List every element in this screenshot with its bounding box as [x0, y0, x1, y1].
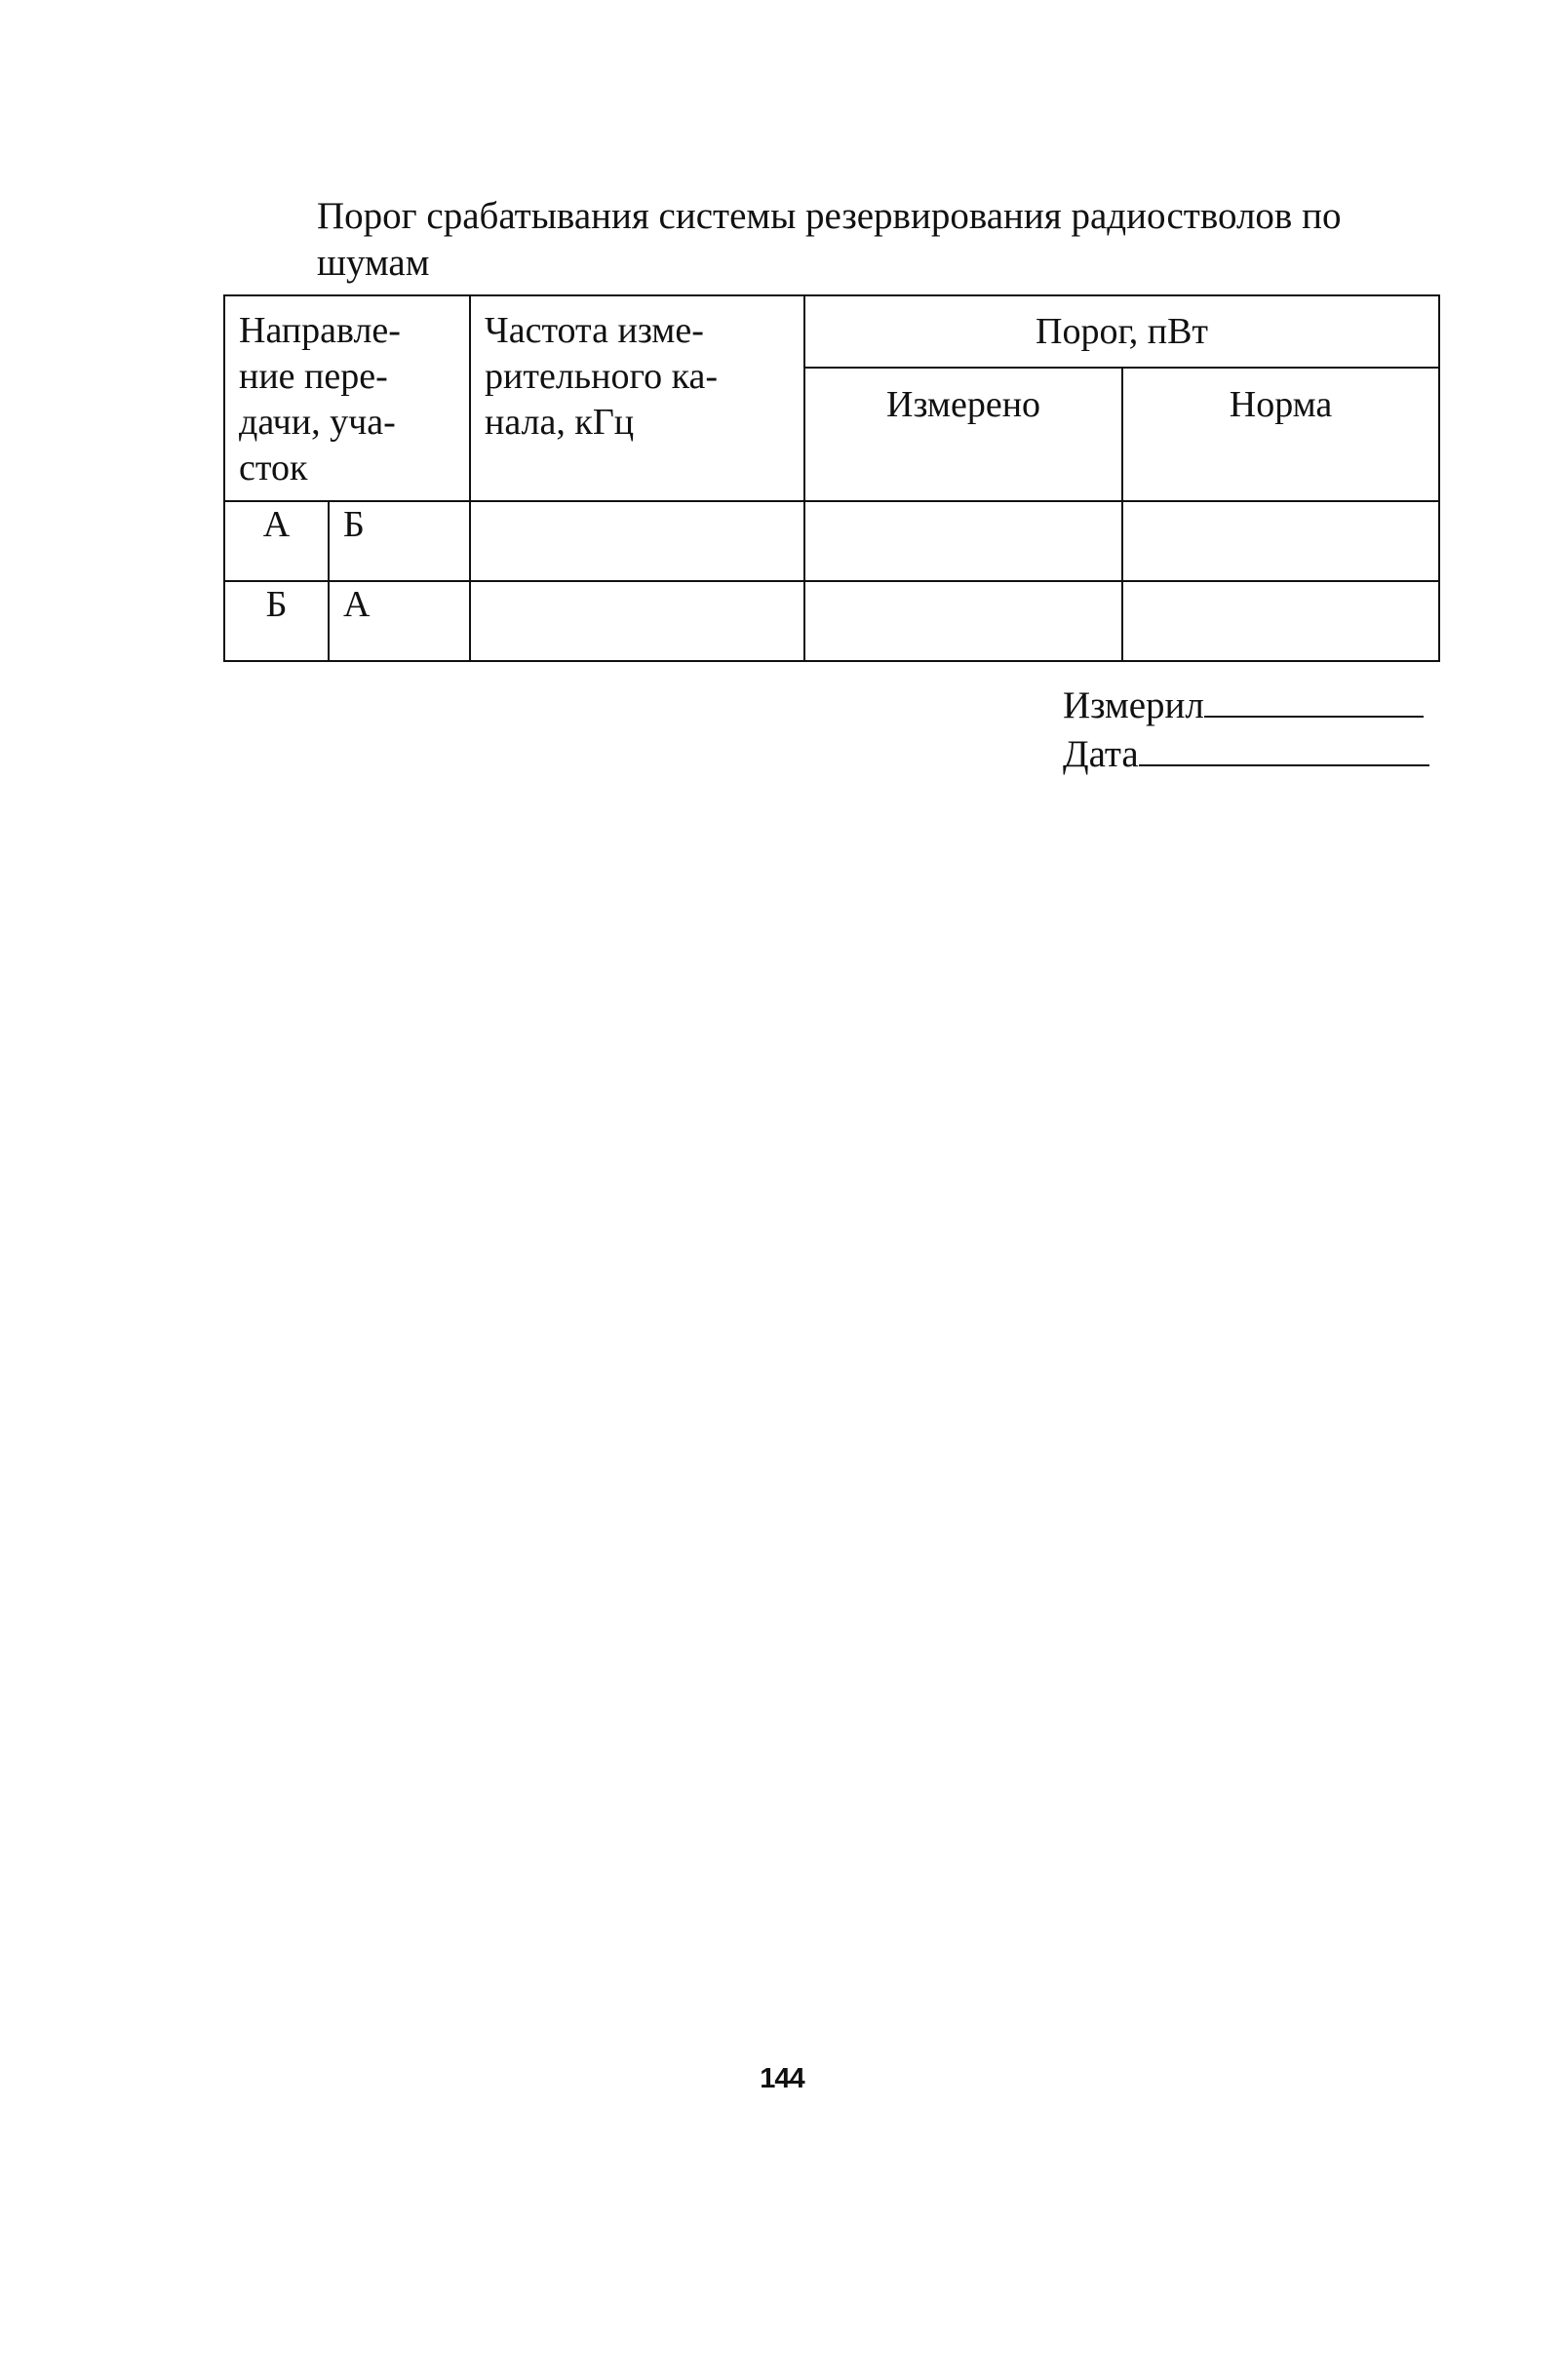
- header-norm: Норма: [1229, 384, 1333, 425]
- row-measured-cell[interactable]: [804, 581, 1122, 661]
- row-from-cell: [224, 501, 329, 581]
- measured-by-line: [1063, 683, 1424, 728]
- row-frequency-cell[interactable]: [470, 501, 804, 581]
- table-row: [224, 581, 1439, 661]
- row-norm: [1123, 502, 1438, 514]
- row-measured-cell[interactable]: [804, 501, 1122, 581]
- date-line: [1063, 731, 1429, 777]
- header-frequency-cell: [470, 295, 804, 501]
- header-threshold: Порог, пВт: [1036, 310, 1209, 352]
- page-title: Порог срабатывания системы резервирования радиостволов по шумам: [317, 195, 1342, 284]
- table-header-row: [224, 295, 1439, 368]
- date-label: Дата: [1063, 733, 1139, 775]
- measured-by-label: Измерил: [1063, 684, 1204, 726]
- row-to: А: [343, 584, 371, 625]
- header-measured-cell: [804, 368, 1122, 501]
- threshold-table: [223, 294, 1440, 662]
- row-to-cell: [329, 501, 470, 581]
- row-measured: [805, 582, 1121, 594]
- row-from: Б: [265, 584, 288, 625]
- row-frequency: [471, 582, 803, 594]
- row-to: Б: [343, 504, 365, 545]
- row-norm-cell[interactable]: [1122, 501, 1439, 581]
- row-norm: [1123, 582, 1438, 594]
- header-measured: Измерено: [886, 384, 1041, 425]
- page-number: 144: [760, 2063, 804, 2094]
- row-from-cell: [224, 581, 329, 661]
- date-field[interactable]: [1139, 731, 1429, 766]
- header-direction-cell: [224, 295, 470, 501]
- row-frequency: [471, 502, 803, 514]
- header-frequency: Частота изме-рительного ка-нала, кГц: [485, 310, 718, 443]
- header-threshold-cell: [804, 295, 1439, 368]
- header-direction: Направле-ние пере-дачи, уча-сток: [239, 310, 401, 488]
- row-from: А: [262, 504, 291, 545]
- measured-by-field[interactable]: [1204, 683, 1424, 718]
- header-norm-cell: [1122, 368, 1439, 501]
- row-measured: [805, 502, 1121, 514]
- row-to-cell: [329, 581, 470, 661]
- row-frequency-cell[interactable]: [470, 581, 804, 661]
- row-norm-cell[interactable]: [1122, 581, 1439, 661]
- table-row: [224, 501, 1439, 581]
